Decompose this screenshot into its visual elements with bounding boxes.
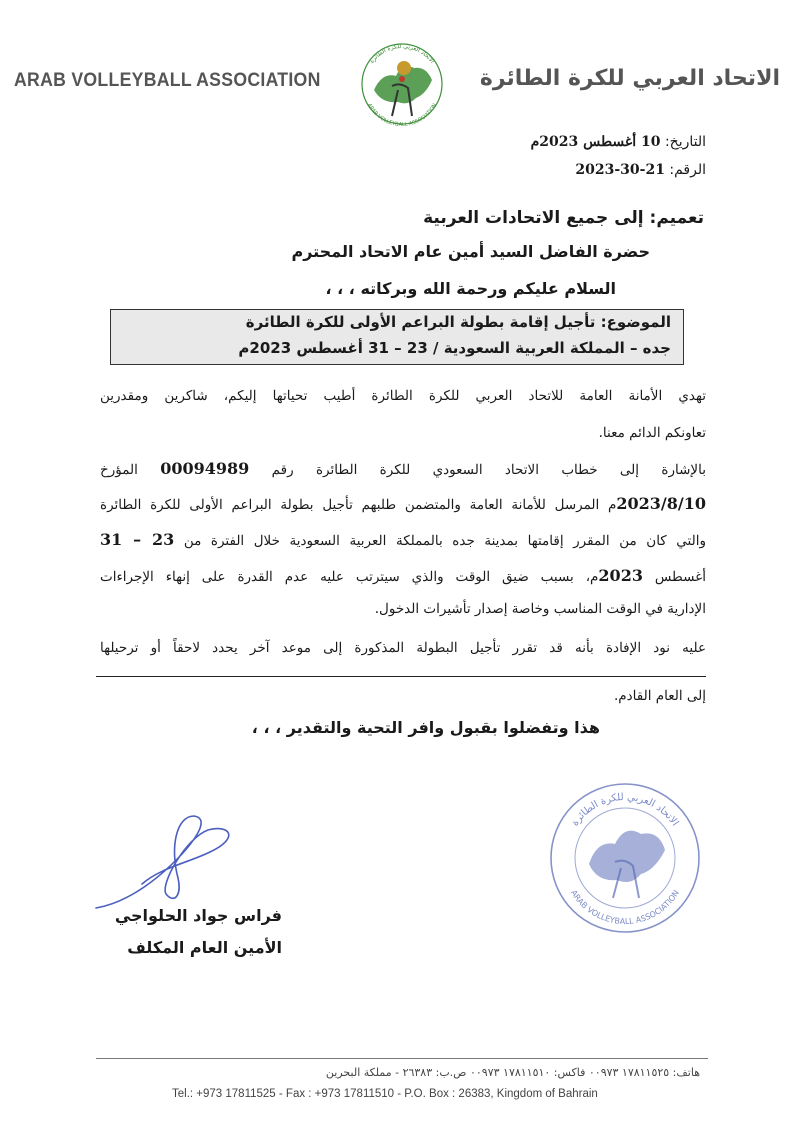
paragraph-2-line-2 xyxy=(100,494,706,513)
subject-line-2: جده – المملكة العربية السعودية / 23 – 31 أغسطس 2023م xyxy=(238,339,671,357)
footer-divider xyxy=(96,1058,708,1059)
reference-label: الرقم: xyxy=(669,162,706,178)
date-line xyxy=(531,134,706,150)
reference-line xyxy=(575,162,706,178)
p2-line4-text: م، بسبب ضيق الوقت والذي سيترتب عليه عدم القدرة على إنهاء الإجراءات xyxy=(100,569,599,585)
tournament-year: 2023 xyxy=(598,566,643,585)
paragraph-2-line-1 xyxy=(100,459,706,478)
paragraph-1-line-2: تعاونكم الدائم معنا. xyxy=(598,425,706,441)
svg-text:ARAB VOLLEYBALL ASSOCIATION xyxy=(366,102,438,128)
p2-text-b: المؤرخ xyxy=(100,462,138,478)
p2-line3-text: والتي كان من المقرر إقامتها بمدينة جده بالمملكة العربية السعودية خلال الفترة من xyxy=(183,533,707,549)
logo-text-arabic: الاتحاد العربي للكرة الطائرة xyxy=(368,42,436,65)
footer-contact-arabic: هاتف: ١٧٨١١٥٢٥ ٠٠٩٧٣ فاكس: ١٧٨١١٥١٠ ٠٠٩٧٣ ص.ب: ٢٦٣٨٣ - مملكة البحرين xyxy=(325,1066,700,1079)
paragraph-2-line-5: الإدارية في الوقت المناسب وخاصة إصدار تأشيرات الدخول. xyxy=(374,601,706,617)
subject-line-1: الموضوع: تأجيل إقامة بطولة البراعم الأولى للكرة الطائرة xyxy=(245,313,671,331)
association-logo xyxy=(352,32,452,132)
paragraph-2-line-4 xyxy=(100,566,706,585)
p2-line2-text: م المرسل للأمانة العامة والمتضمن طلبهم تأجيل بطولة البراعم الأولى للكرة الطائرة xyxy=(100,497,617,513)
handwritten-signature xyxy=(90,808,250,913)
subject-box xyxy=(110,309,684,365)
paragraph-1-line-1: تهدي الأمانة العامة للاتحاد العربي للكرة الطائرة أطيب تحياتها إليكم، شاكرين ومقدرين xyxy=(100,388,706,404)
svg-text:الاتحاد العربي للكرة الطائرة xyxy=(570,792,681,828)
circular-heading: تعميم: إلى جميع الاتحادات العربية xyxy=(423,208,704,228)
closing-line: هذا وتفضلوا بقبول وافر التحية والتقدير ، ، ، xyxy=(251,718,600,737)
signer-title: الأمين العام المكلف xyxy=(127,938,282,957)
official-stamp xyxy=(545,778,705,938)
paragraph-3-line-2: إلى العام القادم. xyxy=(613,688,706,704)
p2-line4-month: أغسطس xyxy=(654,569,706,585)
paragraph-underline xyxy=(96,676,706,677)
letter-number: 00094989 xyxy=(160,459,250,478)
p2-text-a: بالإشارة إلى خطاب الاتحاد السعودي للكرة الطائرة رقم xyxy=(271,462,706,478)
stamp-text-arabic: الاتحاد العربي للكرة الطائرة xyxy=(569,791,681,829)
tournament-date-range: 23 – 31 xyxy=(100,530,175,549)
reference-value: 21-30-2023 xyxy=(575,162,665,178)
paragraph-3-line-1: عليه نود الإفادة بأنه قد تقرر تأجيل البطولة المذكورة إلى موعد آخر يحدد لاحقاً أو ترحيلها xyxy=(100,640,706,656)
brand-name-english: ARAB VOLLEYBALL ASSOCIATION xyxy=(14,70,321,91)
date-label: التاريخ: xyxy=(664,134,706,150)
footer-contact-english: Tel.: +973 17811525 - Fax : +973 17811510 - P.O. Box : 26383, Kingdom of Bahrain xyxy=(172,1088,598,1100)
addressee: حضرة الفاضل السيد أمين عام الاتحاد المحترم xyxy=(291,242,650,261)
signer-name: فراس جواد الحلواجي xyxy=(114,906,282,925)
stamp-text-english: ARAB VOLLEYBALL ASSOCIATION xyxy=(569,888,681,927)
letter-date: 2023/8/10 xyxy=(616,494,706,513)
logo-text-english: ARAB VOLLEYBALL ASSOCIATION xyxy=(365,102,439,129)
paragraph-2-line-3 xyxy=(100,530,706,549)
greeting: السلام عليكم ورحمة الله وبركاته ، ، ، xyxy=(325,279,616,298)
brand-name-arabic: الاتحاد العربي للكرة الطائرة xyxy=(479,66,780,91)
date-value: 10 أغسطس 2023م xyxy=(530,134,661,150)
